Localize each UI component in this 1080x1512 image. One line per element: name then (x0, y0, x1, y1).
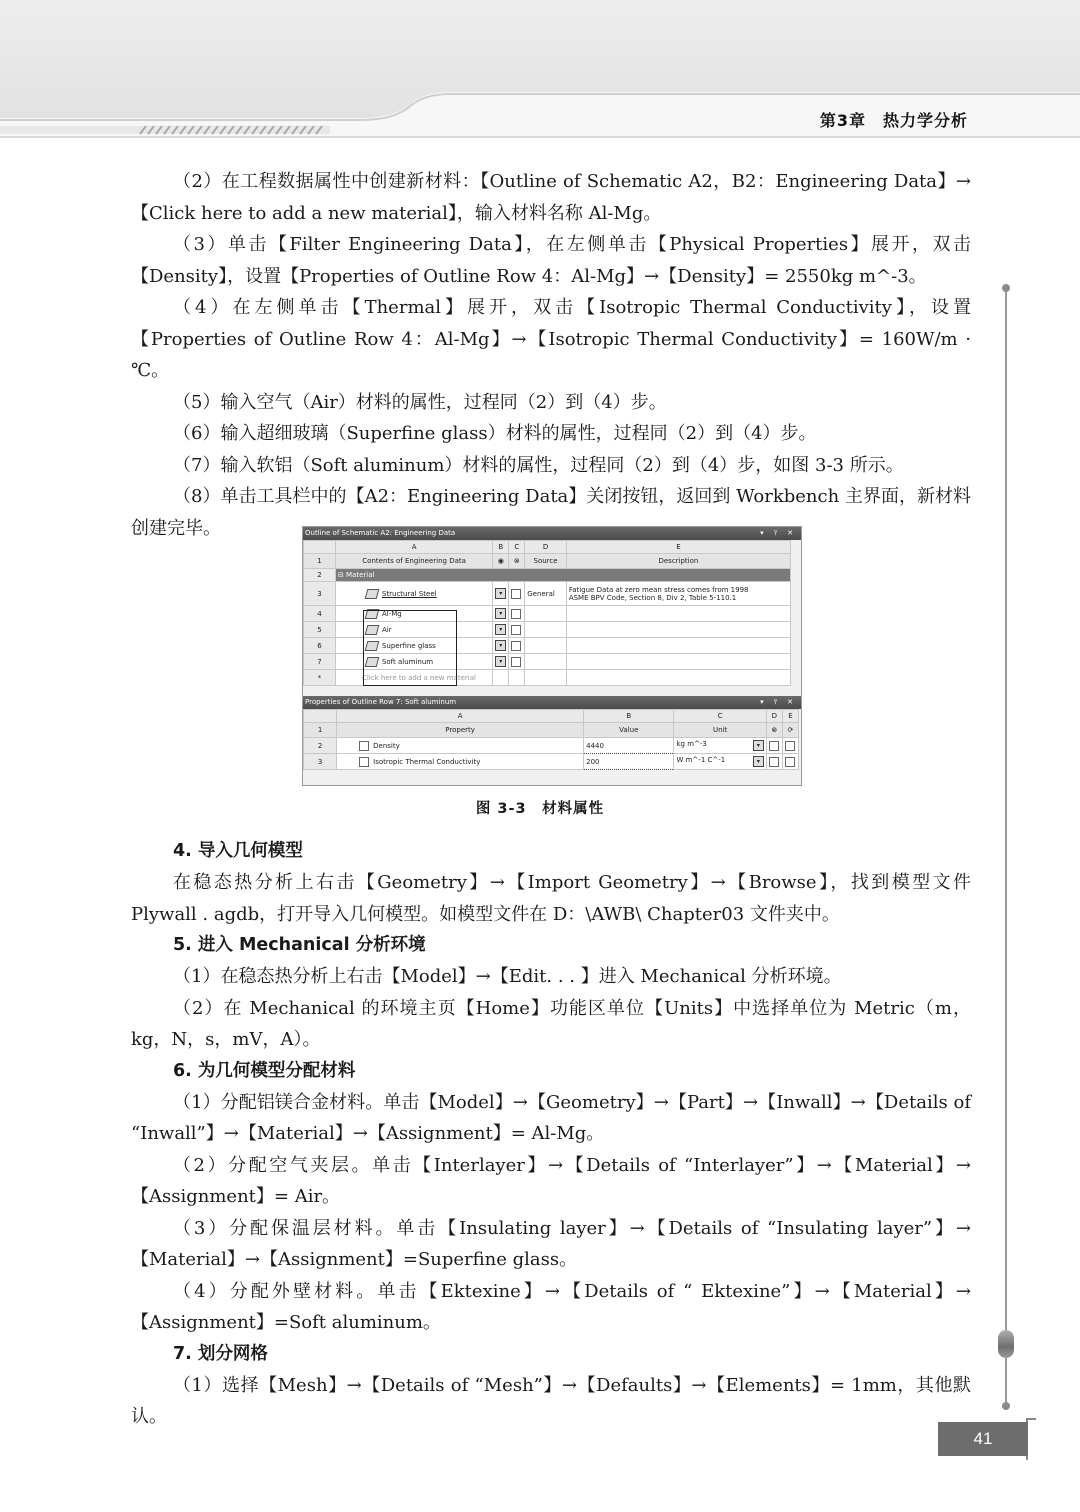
section-heading: 5. 进入 Mechanical 分析环境 (173, 935, 426, 955)
properties-title: Properties of Outline Row 7: Soft aluminum (305, 698, 457, 706)
material-name: Structural Steel (381, 589, 437, 598)
material-description: ASME BPV Code, Section 8, Div 2, Table 5-110.1 (568, 593, 737, 602)
checkbox[interactable] (511, 641, 521, 651)
col-letter: E (782, 710, 798, 723)
paragraph: （6）输入超细玻璃（Superfine glass）材料的属性，过程同（2）到（4）步。 (173, 423, 817, 444)
checkbox[interactable] (785, 741, 795, 751)
header-icon: ⊗ (766, 723, 782, 738)
checkbox[interactable] (511, 609, 521, 619)
header-description: Description (566, 554, 790, 569)
material-row[interactable]: 3 Structural Steel ▾ General Fatigue Data at zero mean stress comes from 1998 ASME BPV Code, Section 8, Div 2, Table 5-110.1 (304, 582, 791, 606)
outline-title: Outline of Schematic A2: Engineering Data (305, 529, 456, 537)
dropdown-arrow-icon[interactable]: ▾ (753, 756, 764, 767)
col-letter: A (337, 710, 584, 723)
header-property: Property (337, 723, 584, 738)
material-name: Al-Mg (381, 609, 402, 618)
body-text-bottom (131, 836, 971, 1433)
col-letter: C (674, 710, 766, 723)
paragraph: （2）分配空气夹层。单击【Interlayer】→【Details of “Interlayer”】→【Material】→【Assignment】= Air。 (131, 1154, 971, 1207)
header-icon: ⟳ (782, 723, 798, 738)
rail-dot-bottom (1002, 1402, 1010, 1410)
header-source: Source (525, 554, 567, 569)
paragraph: （1）选择【Mesh】→【Details of “Mesh”】→【Defaults】→【Elements】= 1mm，其他默认。 (131, 1374, 971, 1427)
col-letter: D (525, 541, 567, 554)
paragraph: （1）分配铝镁合金材料。单击【Model】→【Geometry】→【Part】→【Inwall】→【Details of “Inwall”】→【Material】→【Assignment】= Al-Mg。 (131, 1091, 971, 1144)
margin-rail (1005, 288, 1007, 1403)
add-material-placeholder[interactable]: Click here to add a new material (335, 670, 492, 686)
highlight-box (363, 610, 457, 686)
paragraph: （1）在稳态热分析上右击【Model】→【Edit. . . 】进入 Mechanical 分析环境。 (173, 966, 842, 987)
figure-engineering-data (302, 526, 802, 786)
properties-title-bar (303, 696, 801, 709)
column-letters-row (304, 541, 791, 554)
material-description: Fatigue Data at zero mean stress comes from 1998 (568, 585, 749, 594)
paragraph: （8）单击工具栏中的【A2：Engineering Data】关闭按钮，返回到 Workbench 主界面，新材料创建完毕。 (131, 486, 971, 539)
pane-controls[interactable]: ▾ ⫯ ✕ (760, 698, 797, 706)
column-letters-row (304, 710, 799, 723)
material-row[interactable]: 5 Air ▾ (304, 622, 791, 638)
property-value[interactable]: 4440 (584, 738, 674, 754)
dropdown-arrow-icon[interactable]: ▾ (495, 640, 506, 651)
dropdown-arrow-icon[interactable]: ▾ (753, 740, 764, 751)
chapter-title: 第3章 热力学分析 (819, 111, 968, 130)
page-number: 41 (938, 1422, 1028, 1456)
material-group-row[interactable]: 2 ⊟ Material (304, 569, 791, 582)
property-unit[interactable]: kg m^-3 (676, 740, 707, 748)
paragraph: （5）输入空气（Air）材料的属性，过程同（2）到（4）步。 (173, 391, 667, 413)
header-icon: ⊗ (509, 554, 525, 569)
property-icon (359, 741, 369, 751)
checkbox[interactable] (511, 625, 521, 635)
checkbox[interactable] (511, 657, 521, 667)
dropdown-arrow-icon[interactable]: ▾ (495, 608, 506, 619)
rail-bead (998, 1330, 1014, 1358)
checkbox[interactable] (769, 741, 779, 751)
paragraph: （3）分配保温层材料。单击【Insulating layer】→【Details of “Insulating layer”】→【Material】→【Assignment】=Superfine glass。 (131, 1217, 971, 1270)
section-heading: 7. 划分网格 (173, 1343, 268, 1364)
material-name: Soft aluminum (381, 657, 434, 666)
add-material-row[interactable]: * Click here to add a new material (304, 670, 791, 686)
checkbox[interactable] (785, 757, 795, 767)
checkbox[interactable] (769, 757, 779, 767)
col-letter: D (766, 710, 782, 723)
property-row[interactable]: 3 Isotropic Thermal Conductivity 200 W m^-1 C^-1 ▾ (304, 754, 799, 770)
properties-table (303, 709, 799, 770)
dropdown-arrow-icon[interactable]: ▾ (495, 656, 506, 667)
section-heading: 4. 导入几何模型 (173, 841, 303, 861)
header-icon: ◉ (493, 554, 509, 569)
paragraph: 在稳态热分析上右击【Geometry】→【Import Geometry】→【Browse】，找到模型文件 Plywall . agdb，打开导入几何模型。如模型文件在 D：\AWB\ Chapter03 文件夹中。 (131, 872, 971, 925)
figure-caption: 图 3-3 材料属性 (475, 801, 605, 817)
property-name: Density (373, 741, 400, 750)
property-icon (359, 757, 369, 767)
rail-dot-top (1002, 284, 1010, 292)
material-book-icon (365, 589, 380, 599)
header-contents: Contents of Engineering Data (335, 554, 492, 569)
paragraph: （4）分配外壁材料。单击【Ektexine】→【Details of “ Ektexine”】→【Material】→【Assignment】=Soft aluminum。 (131, 1280, 971, 1333)
property-value[interactable]: 200 (584, 754, 674, 770)
property-row[interactable]: 2 Density 4440 kg m^-3 ▾ (304, 738, 799, 754)
property-unit[interactable]: W m^-1 C^-1 (676, 756, 726, 764)
material-row[interactable]: 7 Soft aluminum ▾ (304, 654, 791, 670)
col-letter: C (509, 541, 525, 554)
paragraph: （2）在 Mechanical 的环境主页【Home】功能区单位【Units】中选择单位为 Metric（m，kg，N，s，mV，A）。 (131, 997, 971, 1050)
col-letter: B (493, 541, 509, 554)
col-letter: E (566, 541, 790, 554)
property-name: Isotropic Thermal Conductivity (373, 757, 481, 766)
dropdown-arrow-icon[interactable]: ▾ (495, 588, 506, 599)
outline-title-bar (303, 527, 801, 540)
pane-controls[interactable]: ▾ ⫯ ✕ (760, 529, 797, 537)
header-row: 1 Contents of Engineering Data ◉ ⊗ Source Description (304, 554, 791, 569)
collapse-icon[interactable]: ⊟ (337, 571, 347, 579)
paragraph: （2）在工程数据属性中创建新材料：【Outline of Schematic A2，B2：Engineering Data】→【Click here to add a new material】，输入材料名称 Al-Mg。 (131, 171, 971, 224)
header-row: 1 Property Value Unit ⊗ ⟳ (304, 723, 799, 738)
material-source: General (525, 582, 567, 606)
material-name: Superfine glass (381, 641, 436, 650)
checkbox[interactable] (511, 589, 521, 599)
material-group-label: Material (346, 571, 375, 579)
material-row[interactable]: 6 Superfine glass ▾ (304, 638, 791, 654)
header-value: Value (584, 723, 674, 738)
col-letter: A (335, 541, 492, 554)
col-letter: B (584, 710, 674, 723)
header-unit: Unit (674, 723, 766, 738)
material-name: Air (381, 625, 392, 634)
material-row[interactable]: 4 Al-Mg ▾ (304, 606, 791, 622)
section-heading: 6. 为几何模型分配材料 (173, 1060, 356, 1081)
paragraph: （7）输入软铝（Soft aluminum）材料的属性，过程同（2）到（4）步，如图 3-3 所示。 (173, 454, 904, 476)
paragraph: （3）单击【Filter Engineering Data】，在左侧单击【Physical Properties】展开，双击【Density】，设置【Properties of Outline Row 4：Al-Mg】→【Density】= 2550kg m^-3。 (131, 234, 971, 287)
body-text-top (131, 166, 971, 544)
dropdown-arrow-icon[interactable]: ▾ (495, 624, 506, 635)
paragraph: （4）在左侧单击【Thermal】展开，双击【Isotropic Thermal Conductivity】，设置【Properties of Outline Row 4：Al-Mg】→【Isotropic Thermal Conductivity】= 160W/m · ℃。 (131, 297, 971, 381)
